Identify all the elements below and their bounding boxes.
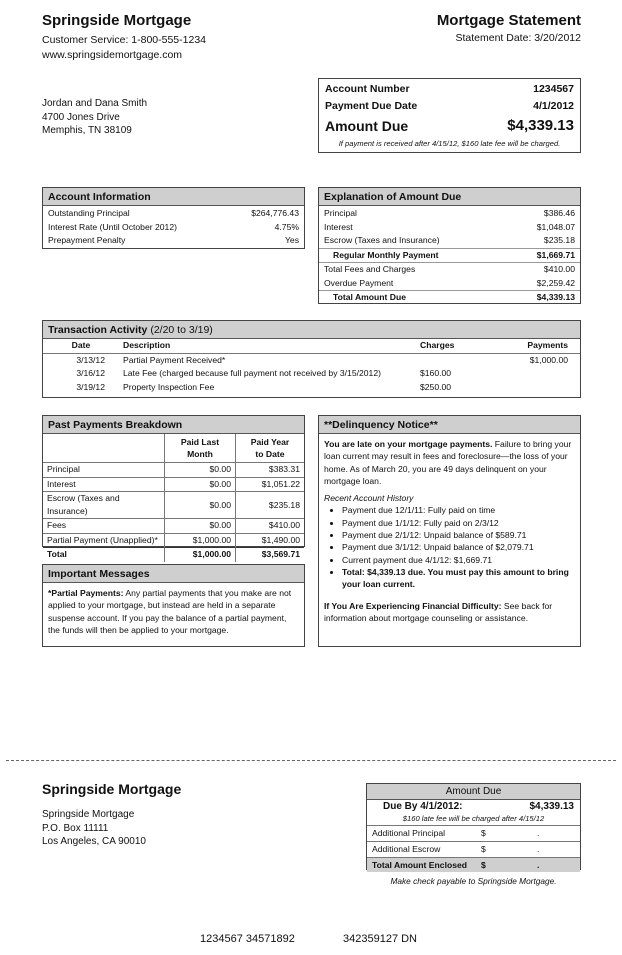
coupon-company-name: Springside Mortgage xyxy=(42,781,182,797)
explanation-subtotal-row: Regular Monthly Payment $1,669.71 xyxy=(319,249,580,264)
important-messages-body: *Partial Payments: Any partial payments that you make are not applied to your mortgage, but instead are held in a separate suspense account. If you pay the balance of a partial payment, the funds will then be applied to your mortgage. xyxy=(48,588,292,635)
delinquency-notice-title: **Delinquency Notice** xyxy=(319,416,580,434)
due-date-value: 4/1/2012 xyxy=(533,100,574,112)
history-item-total: • Total: $4,339.13 due. You must pay this amount to bring your loan current. xyxy=(342,566,575,591)
transaction-row: 3/19/12 Property Inspection Fee $250.00 xyxy=(76,381,452,392)
scanline-code: 342359127 DN xyxy=(343,933,418,945)
past-payments-title: Past Payments Breakdown xyxy=(43,416,304,434)
website-link[interactable]: www.springsidemortgage.com xyxy=(42,49,183,61)
account-number-value: 1234567 xyxy=(533,83,574,95)
financial-difficulty-note: If You Are Experiencing Financial Difficulty: See back for information about mortgage counseling or assistance. xyxy=(324,600,553,623)
important-messages-title: Important Messages xyxy=(43,565,304,583)
coupon-box-title: Amount Due xyxy=(367,784,580,800)
past-payments-row: Fees $0.00 $410.00 xyxy=(43,519,304,534)
borrower-street: 4700 Jones Drive xyxy=(42,111,120,123)
coupon-due-row: Due By 4/1/2012: $4,339.13 xyxy=(383,801,574,812)
delinquency-body xyxy=(319,434,580,624)
transaction-activity-title: Transaction Activity (2/20 to 3/19) xyxy=(43,321,580,339)
past-payments-row: Principal $0.00 $383.31 xyxy=(43,463,304,478)
recent-history-list xyxy=(324,504,575,590)
history-item: • Current payment due 4/1/12: $1,669.71 xyxy=(342,554,575,566)
borrower-city: Memphis, TN 38109 xyxy=(42,125,132,136)
history-item: • Payment due 3/1/12: Unpaid balance of $2,079.71 xyxy=(342,541,575,553)
customer-service-phone: Customer Service: 1-800-555-1234 xyxy=(42,34,207,46)
explanation-row: Escrow (Taxes and Insurance) $235.18 xyxy=(319,234,580,249)
additional-escrow-row[interactable]: Additional Escrow $ . xyxy=(367,842,580,858)
summary-box xyxy=(318,78,581,153)
explanation-title: Explanation of Amount Due xyxy=(319,188,580,206)
history-item: • Payment due 2/1/12: Unpaid balance of $589.71 xyxy=(342,529,575,541)
coupon-late-note: $160 late fee will be charged after 4/15/12 xyxy=(367,813,580,826)
past-payments-table xyxy=(43,434,304,562)
explanation-row: Total Fees and Charges $410.00 xyxy=(324,264,575,274)
scanline-account: 1234567 34571892 xyxy=(200,933,295,945)
tear-line xyxy=(6,760,616,761)
account-information-panel xyxy=(42,187,305,249)
late-fee-note: If payment is received after 4/15/12, $160 late fee will be charged. xyxy=(338,139,561,148)
past-payments-row: Interest $0.00 $1,051.22 xyxy=(43,477,304,492)
amount-due-label: Amount Due xyxy=(325,118,409,134)
borrower-name: Jordan and Dana Smith xyxy=(42,98,148,109)
history-item: • Payment due 12/1/11: Fully paid on time xyxy=(342,504,575,516)
account-number-label: Account Number xyxy=(325,83,410,95)
explanation-row: Interest $1,048.07 xyxy=(324,221,575,232)
past-payments-panel xyxy=(42,415,305,560)
transaction-row: 3/13/12 Partial Payment Received* $1,000.00 xyxy=(76,354,568,365)
explanation-row: Principal $386.46 xyxy=(324,208,575,218)
amount-due-value: $4,339.13 xyxy=(507,117,574,134)
transaction-activity-panel xyxy=(42,320,581,398)
delinquency-intro: You are late on your mortgage payments. Failure to bring your loan current may result in fees and foreclosure—the loss of your home. As of March 20, you are 49 days delinquent on your mortgage loan. xyxy=(324,439,572,486)
past-payments-total-row: Total $1,000.00 $3,569.71 xyxy=(43,548,304,562)
delinquency-notice-panel xyxy=(318,415,581,647)
additional-principal-row[interactable]: Additional Principal $ . xyxy=(367,826,580,842)
statement-date: Statement Date: 3/20/2012 xyxy=(455,32,581,44)
account-info-row: Prepayment Penalty Yes xyxy=(48,235,299,245)
statement-title: Mortgage Statement xyxy=(436,12,581,29)
due-date-label: Payment Due Date xyxy=(325,100,418,112)
explanation-panel xyxy=(318,187,581,304)
important-messages-panel xyxy=(42,564,305,647)
coupon-amount-box xyxy=(366,783,581,870)
remit-address: Springside Mortgage P.O. Box 11111 Los Angeles, CA 90010 xyxy=(42,809,146,847)
past-payments-header-row: Paid Last Month Paid Year to Date xyxy=(43,434,304,463)
total-enclosed-row[interactable]: Total Amount Enclosed $ . xyxy=(367,858,580,872)
payable-note: Make check payable to Springside Mortgage. xyxy=(390,876,557,886)
explanation-total-row: Total Amount Due $4,339.13 xyxy=(333,292,575,302)
mailing-address xyxy=(42,97,147,138)
explanation-row: Overdue Payment $2,259.42 xyxy=(319,277,580,292)
account-info-row: Interest Rate (Until October 2012) 4.75% xyxy=(48,221,299,232)
past-payments-row: Partial Payment (Unapplied)* $1,000.00 $1,490.00 xyxy=(43,533,304,548)
account-information-title: Account Information xyxy=(43,188,304,206)
transaction-header-row: Date Description Charges Payments xyxy=(43,339,580,353)
past-payments-row: Escrow (Taxes and Insurance) $0.00 $235.18 xyxy=(43,492,304,519)
history-item: • Payment due 1/1/12: Fully paid on 2/3/12 xyxy=(342,517,575,529)
transaction-row: 3/16/12 Late Fee (charged because full payment not received by 3/15/2012) $160.00 xyxy=(76,368,452,379)
account-info-row: Outstanding Principal $264,776.43 xyxy=(48,208,299,218)
recent-history-title: Recent Account History xyxy=(324,493,414,504)
company-name: Springside Mortgage xyxy=(42,12,192,29)
transaction-table xyxy=(43,339,580,394)
